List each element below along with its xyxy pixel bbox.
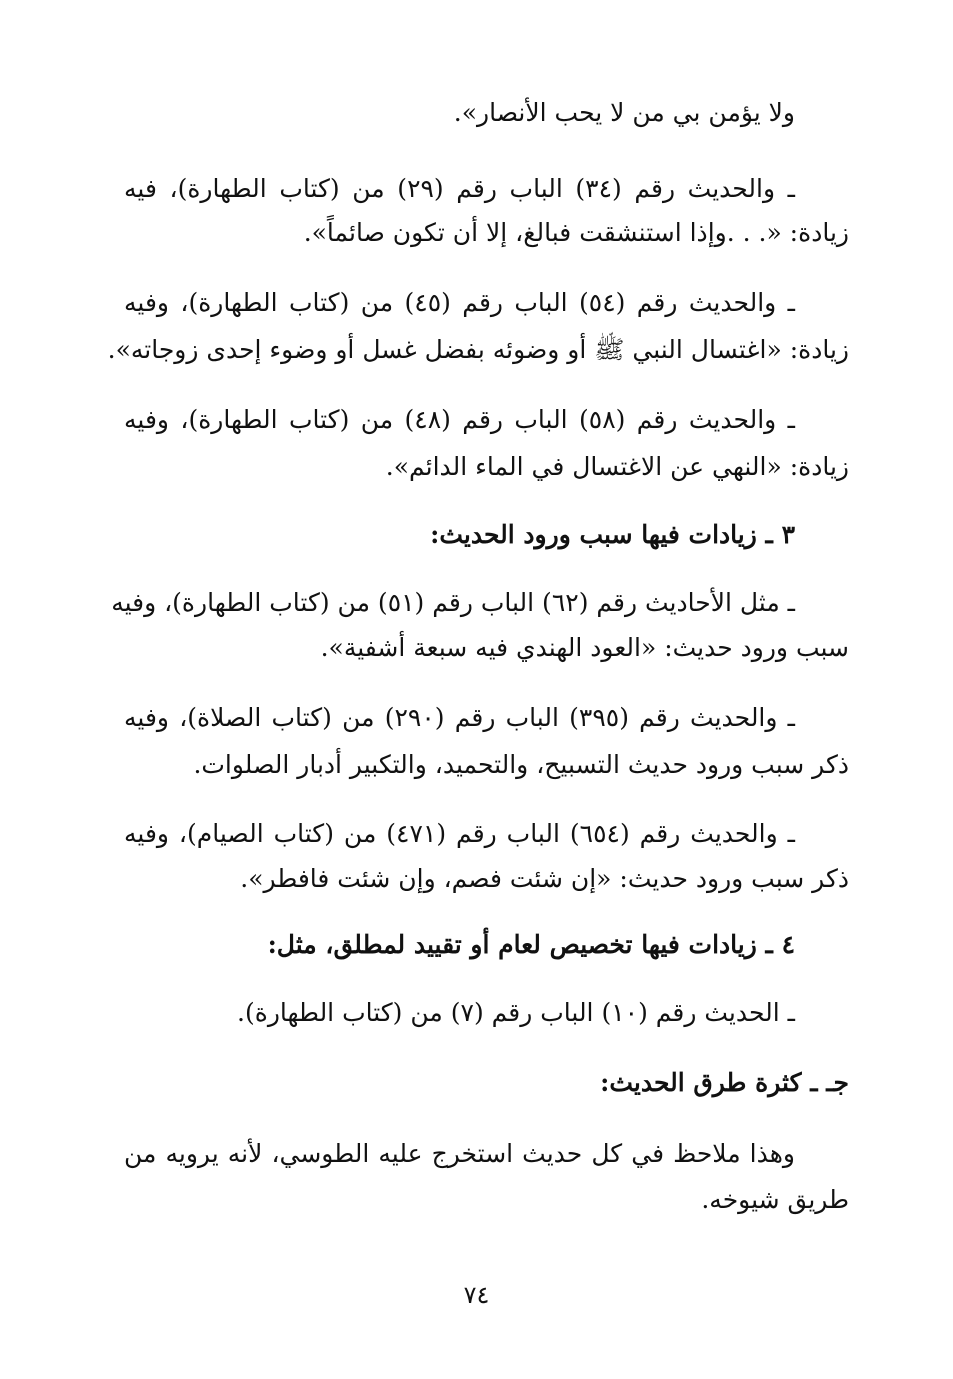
text-line-12: ذكر سبب ورود حديث التسبيح، والتحميد، والتكبير أدبار الصلوات. <box>193 750 849 779</box>
text-line-16: ـ الحديث رقم (١٠) الباب رقم (٧) من (كتاب الطهارة). <box>237 998 795 1027</box>
text-line-1: ولا يؤمن بي من لا يحب الأنصار». <box>453 98 795 127</box>
text-line-3: زيادة: «. . .وإذا استنشقت فبالغ، إلا أن تكون صائماً». <box>303 218 849 247</box>
text-line-4: ـ والحديث رقم (٥٤) الباب رقم (٤٥) من (كتاب الطهارة)، وفيه <box>124 288 795 317</box>
text-line-9: ـ مثل الأحاديث رقم (٦٢) الباب رقم (٥١) من (كتاب الطهارة)، وفيه <box>111 588 795 617</box>
text-line-18: وهذا ملاحظ في كل حديث استخرج عليه الطوسي، لأنه يرويه من <box>124 1139 795 1168</box>
text-line-19: طريق شيوخه. <box>701 1185 849 1214</box>
text-line-7: زيادة: «النهي عن الاغتسال في الماء الدائم». <box>385 452 849 481</box>
text-line-13: ـ والحديث رقم (٦٥٤) الباب رقم (٤٧١) من (كتاب الصيام)، وفيه <box>124 819 795 848</box>
text-line-11: ـ والحديث رقم (٣٩٥) الباب رقم (٢٩٠) من (كتاب الصلاة)، وفيه <box>124 703 795 732</box>
section-heading-c: جـ ـ كثرة طرق الحديث: <box>600 1068 849 1097</box>
text-line-5: زيادة: «اغتسال النبي ﷺ أو وضوئه بفضل غسل أو وضوء إحدى زوجاته». <box>107 335 849 364</box>
text-line-2: ـ والحديث رقم (٣٤) الباب رقم (٢٩) من (كتاب الطهارة)، فيه <box>124 174 795 203</box>
text-line-6: ـ والحديث رقم (٥٨) الباب رقم (٤٨) من (كتاب الطهارة)، وفيه <box>124 405 795 434</box>
text-line-14: ذكر سبب ورود حديث: «إن شئت فصم، وإن شئت فافطر». <box>240 864 849 893</box>
page-number: ٧٤ <box>463 1281 490 1309</box>
section-heading-3: ٣ ـ زيادات فيها سبب ورود الحديث: <box>430 520 795 549</box>
text-line-10: سبب ورود حديث: «العود الهندي فيه سبعة أشفية». <box>320 633 849 662</box>
section-heading-4: ٤ ـ زيادات فيها تخصيص لعام أو تقييد لمطلق، مثل: <box>267 930 795 959</box>
